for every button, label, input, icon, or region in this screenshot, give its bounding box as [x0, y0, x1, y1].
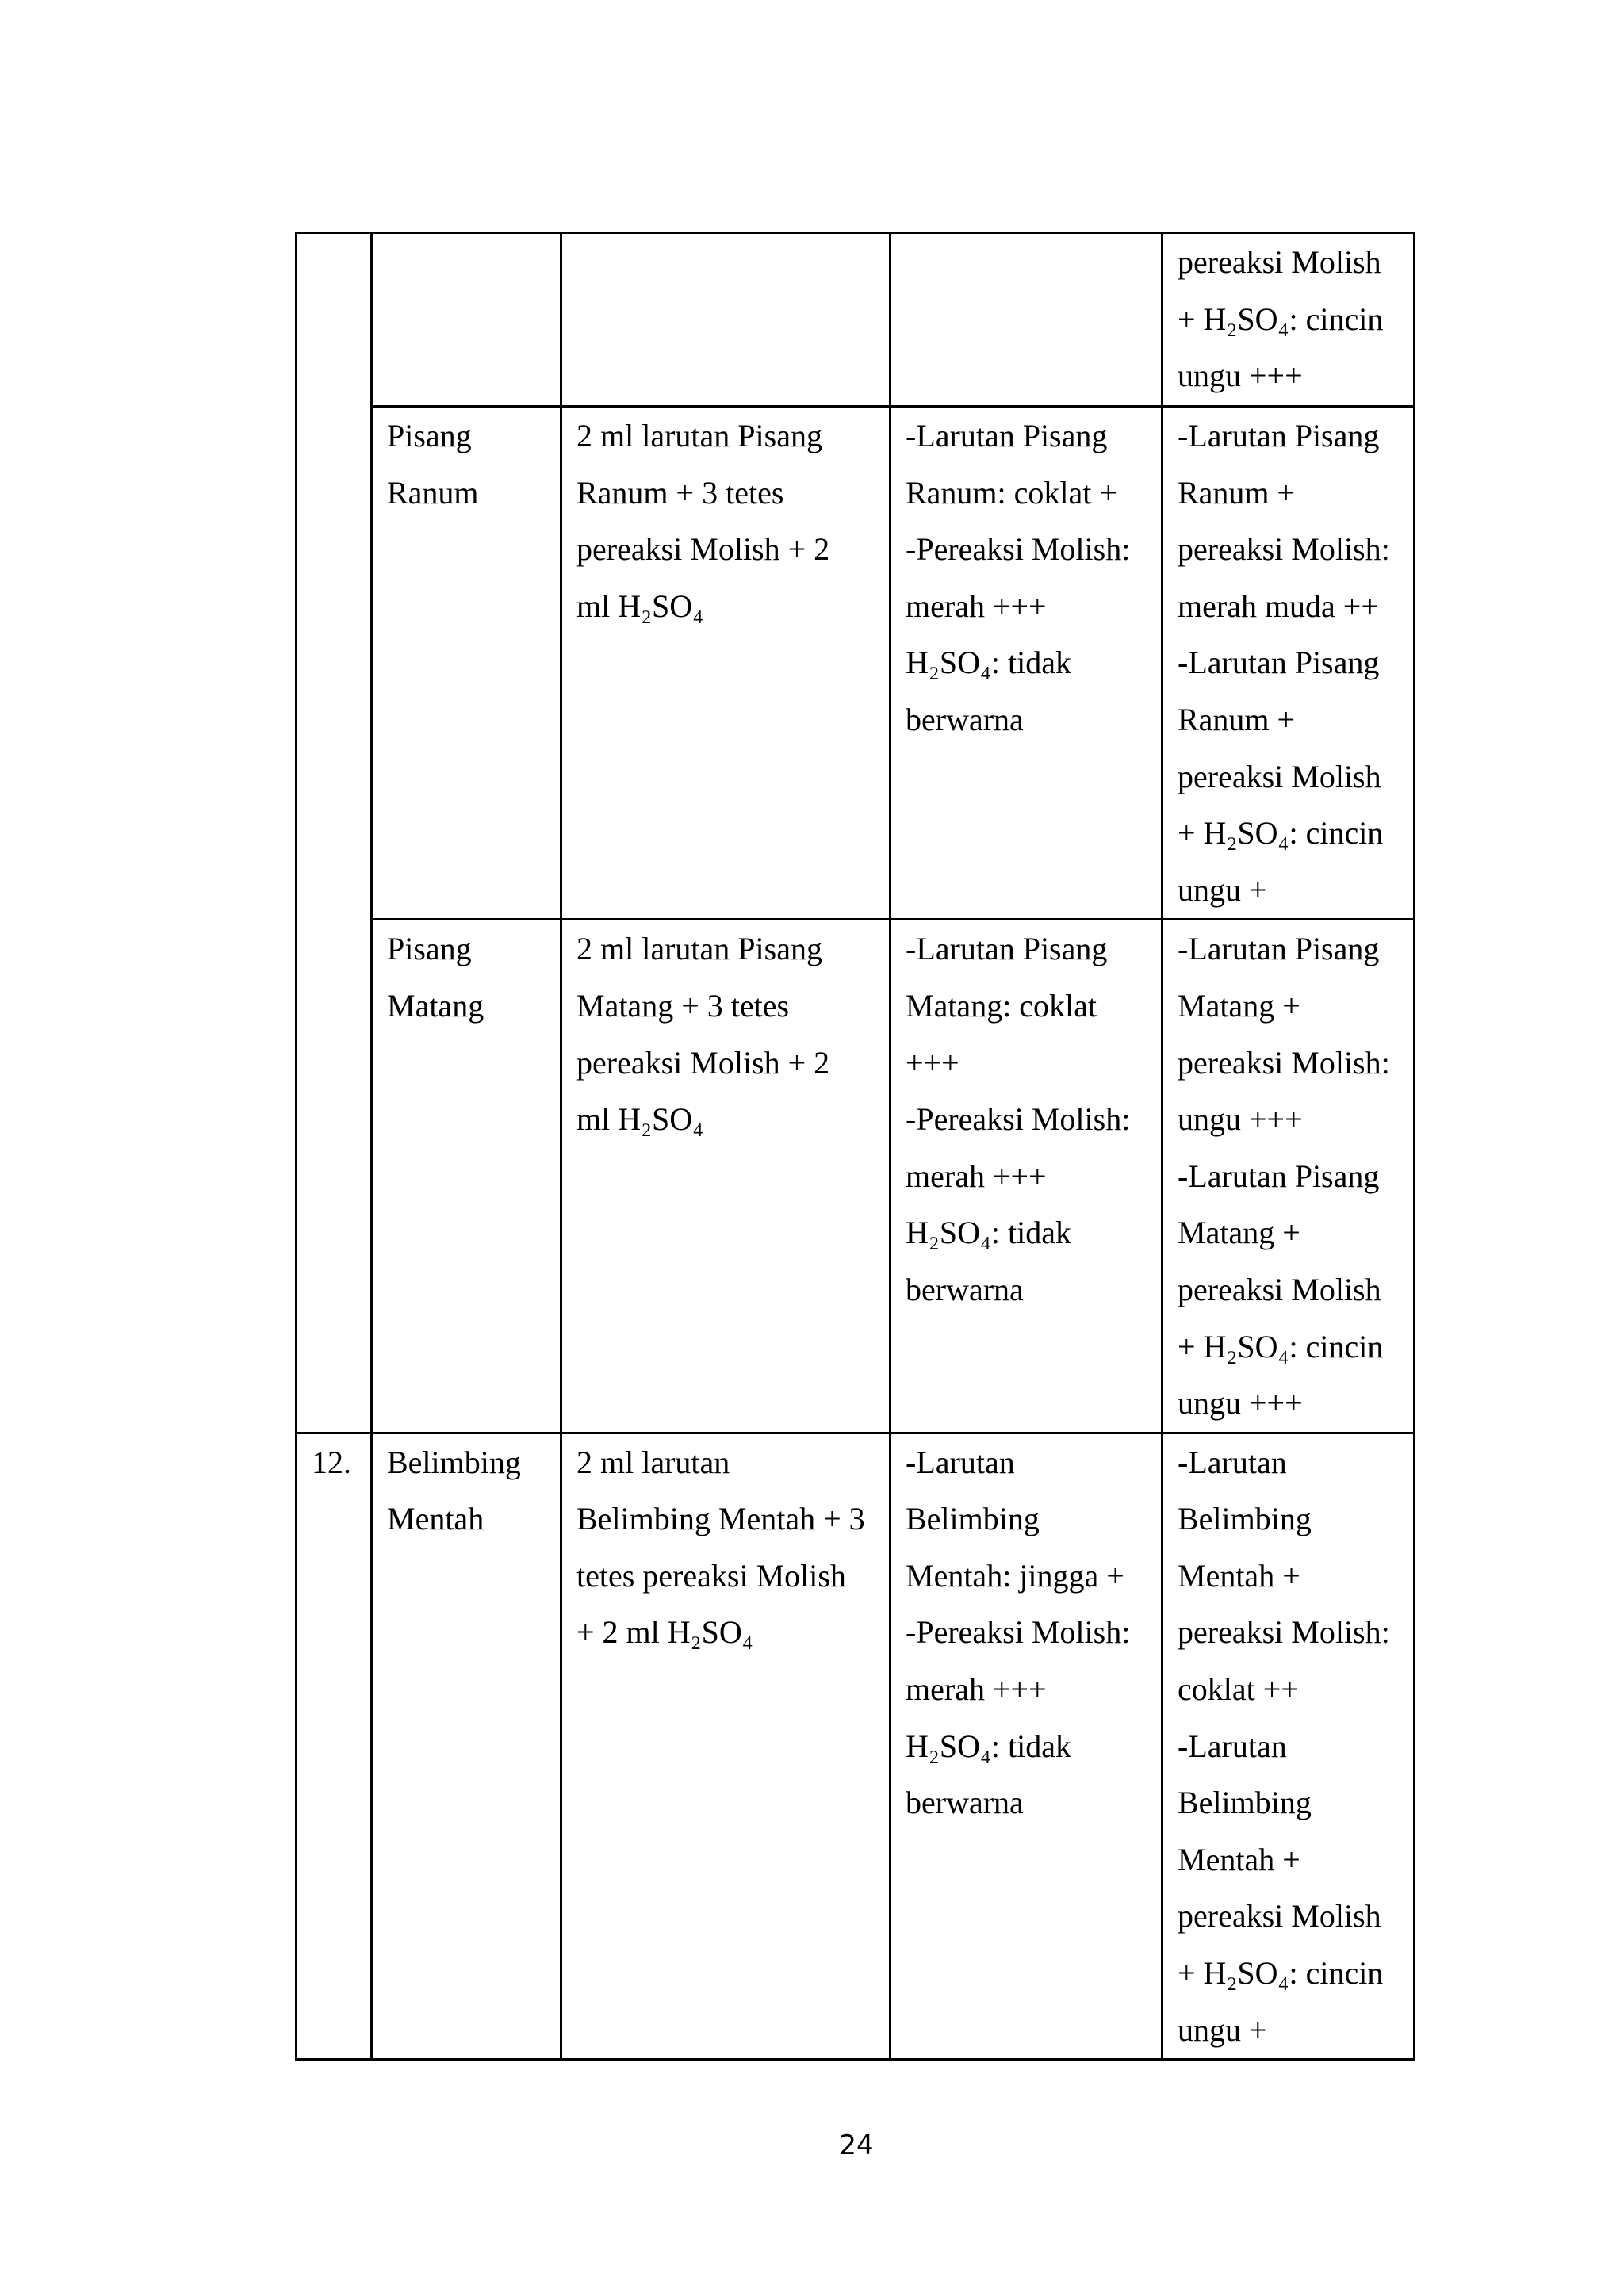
cell-line: berwarna [906, 1785, 1024, 1821]
table-row [297, 407, 1415, 920]
cell-line: -Larutan [1178, 1728, 1287, 1764]
cell-result [1162, 407, 1415, 920]
cell-line: ml H₂SO₄ [576, 1101, 704, 1138]
cell-line: + H₂SO₄: cincin [1178, 300, 1384, 337]
cell-sample [372, 407, 561, 920]
table-row [297, 920, 1415, 1433]
cell-line: H₂SO₄: tidak [906, 1728, 1072, 1764]
cell-line: ml H₂SO₄ [576, 587, 704, 624]
cell-sample [372, 920, 561, 1433]
cell-procedure [561, 233, 891, 407]
cell-procedure [561, 407, 891, 920]
cell-line: -Larutan Pisang [1178, 418, 1380, 453]
cell-procedure [561, 920, 891, 1433]
cell-line: Mentah [387, 1501, 485, 1537]
cell-line: +++ [906, 1044, 959, 1081]
cell-line: Matang + 3 tetes [576, 987, 790, 1024]
cell-line: Ranum + 3 tetes [576, 474, 784, 511]
cell-line: ungu + [1178, 2011, 1267, 2048]
cell-line: berwarna [906, 1271, 1024, 1307]
cell-line: -Larutan Pisang [1178, 931, 1380, 967]
cell-result [1162, 1433, 1415, 2060]
cell-line: -Larutan [1178, 1444, 1287, 1480]
cell-reagent-observation [891, 1433, 1162, 2060]
cell-sample [372, 233, 561, 407]
cell-line: Belimbing [387, 1444, 521, 1480]
cell-line: + H₂SO₄: cincin [1178, 1328, 1384, 1364]
cell-line: Matang + [1178, 987, 1300, 1024]
cell-line: Matang [387, 987, 485, 1024]
cell-line: Matang + [1178, 1215, 1300, 1251]
cell-line: Pisang [387, 931, 472, 967]
cell-line: Mentah + [1178, 1557, 1300, 1594]
cell-line: 2 ml larutan [576, 1444, 730, 1480]
cell-line: Ranum + [1178, 474, 1296, 511]
cell-result [1162, 920, 1415, 1433]
cell-line: Mentah + [1178, 1841, 1300, 1877]
cell-no-text: 12. [312, 1444, 351, 1480]
cell-line: + H₂SO₄: cincin [1178, 1955, 1384, 1992]
cell-line: berwarna [906, 701, 1024, 737]
cell-line: merah +++ [906, 1158, 1047, 1194]
cell-line: H₂SO₄: tidak [906, 1215, 1072, 1251]
cell-line: H₂SO₄: tidak [906, 645, 1072, 681]
cell-line: Ranum [387, 474, 479, 511]
cell-line: pereaksi Molish [1178, 1271, 1381, 1307]
cell-line: pereaksi Molish + 2 [576, 531, 830, 568]
cell-line: -Larutan Pisang [906, 931, 1108, 967]
cell-line: + 2 ml H₂SO₄ [576, 1614, 753, 1651]
cell-line: ungu +++ [1178, 1385, 1303, 1422]
cell-line: ungu + [1178, 871, 1267, 908]
cell-line: Ranum + [1178, 701, 1296, 737]
cell-line: 2 ml larutan Pisang [576, 418, 822, 453]
cell-line: pereaksi Molish [1178, 1898, 1381, 1934]
cell-line: + H₂SO₄: cincin [1178, 815, 1384, 851]
cell-sample [372, 1433, 561, 2060]
table-row [297, 233, 1415, 407]
cell-reagent-observation [891, 920, 1162, 1433]
cell-line: -Larutan Pisang [1178, 645, 1380, 681]
cell-line: Matang: coklat [906, 987, 1097, 1024]
cell-line: Belimbing [1178, 1501, 1312, 1537]
cell-no [297, 1433, 372, 2060]
page-number: 24 [839, 2130, 874, 2161]
cell-result [1162, 233, 1415, 407]
cell-line: tetes pereaksi Molish [576, 1557, 846, 1594]
cell-line: -Larutan Pisang [906, 418, 1108, 453]
cell-line: Mentah: jingga + [906, 1557, 1124, 1594]
cell-line: pereaksi Molish + 2 [576, 1044, 830, 1081]
cell-line: ungu +++ [1178, 1101, 1303, 1138]
cell-line: merah +++ [906, 1671, 1047, 1708]
cell-line: merah muda ++ [1178, 587, 1379, 624]
cell-line: pereaksi Molish [1178, 758, 1381, 794]
cell-line: -Larutan [906, 1444, 1015, 1480]
cell-no [297, 233, 372, 1433]
cell-line: pereaksi Molish: [1178, 1044, 1390, 1081]
cell-line: pereaksi Molish: [1178, 531, 1390, 568]
cell-line: pereaksi Molish [1178, 244, 1381, 280]
cell-line: -Pereaksi Molish: [906, 1101, 1131, 1138]
cell-line: Belimbing Mentah + 3 [576, 1501, 865, 1537]
cell-line: Belimbing [1178, 1785, 1312, 1821]
cell-reagent-observation [891, 407, 1162, 920]
cell-line: -Pereaksi Molish: [906, 531, 1131, 568]
results-table [295, 232, 1415, 2061]
cell-line: -Larutan Pisang [1178, 1158, 1380, 1194]
cell-line: coklat ++ [1178, 1671, 1299, 1708]
cell-line: Belimbing [906, 1501, 1040, 1537]
cell-line: -Pereaksi Molish: [906, 1614, 1131, 1651]
cell-procedure [561, 1433, 891, 2060]
cell-line: ungu +++ [1178, 358, 1303, 394]
cell-line: 2 ml larutan Pisang [576, 931, 822, 967]
cell-reagent-observation [891, 233, 1162, 407]
cell-line: Pisang [387, 418, 472, 453]
table-row [297, 1433, 1415, 2060]
cell-line: Ranum: coklat + [906, 474, 1117, 511]
cell-line: merah +++ [906, 587, 1047, 624]
cell-line: pereaksi Molish: [1178, 1614, 1390, 1651]
